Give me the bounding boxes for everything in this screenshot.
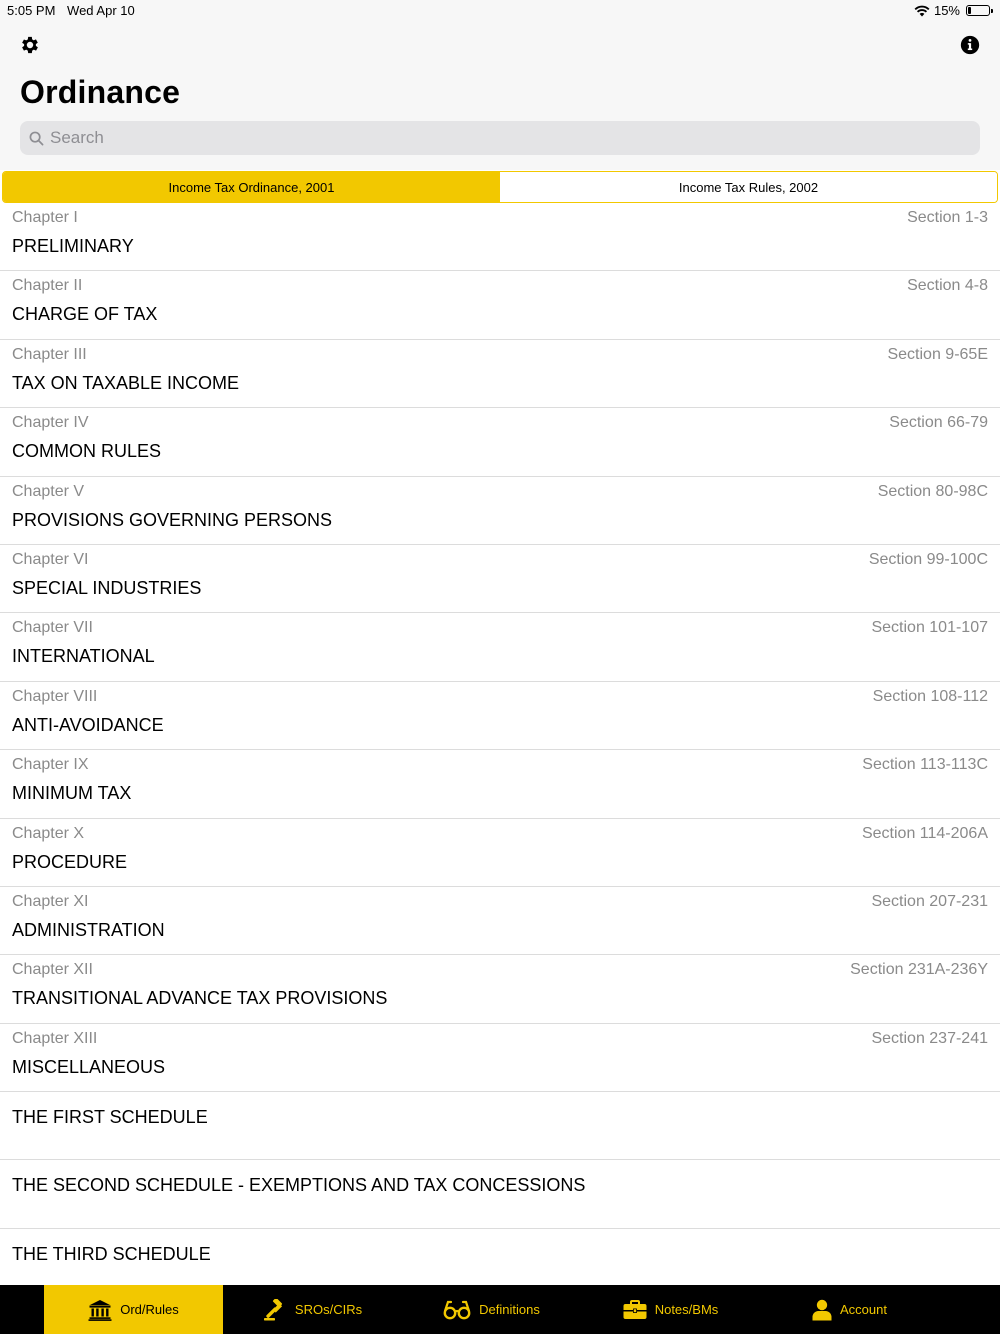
status-bar [0, 0, 1000, 22]
chapter-number: Chapter XI [12, 892, 89, 910]
chapter-row[interactable] [0, 1160, 1000, 1228]
chapter-title: TAX ON TAXABLE INCOME [12, 372, 240, 393]
chapter-row[interactable] [0, 545, 1000, 613]
tab-label: Ord/Rules [120, 1302, 179, 1317]
chapter-row[interactable] [0, 477, 1000, 545]
gavel-icon [263, 1299, 287, 1321]
section-range: Section 237-241 [871, 1029, 988, 1047]
chapter-title: PROVISIONS GOVERNING PERSONS [12, 509, 333, 530]
chapter-title: ADMINISTRATION [12, 919, 165, 940]
chapter-number: Chapter X [12, 824, 85, 842]
chapter-row[interactable] [0, 750, 1000, 818]
segment-income-tax-ordinance[interactable]: Income Tax Ordinance, 2001 [3, 172, 500, 202]
tab-label: Notes/BMs [654, 1302, 719, 1317]
navigation-header [0, 22, 1000, 170]
chapter-row[interactable] [0, 887, 1000, 955]
chapter-title: INTERNATIONAL [12, 646, 155, 667]
search-input[interactable] [50, 128, 950, 148]
chapter-row[interactable] [0, 819, 1000, 887]
tab-sros-cirs[interactable] [223, 1285, 402, 1334]
briefcase-icon [623, 1300, 647, 1320]
section-range: Section 9-65E [887, 345, 988, 363]
chapter-title: COMMON RULES [12, 441, 162, 462]
chapter-number: Chapter II [12, 277, 83, 295]
battery-fill [968, 7, 971, 14]
chapter-title: ANTI-AVOIDANCE [12, 714, 164, 735]
tab-bar-spacer [0, 1285, 44, 1334]
chapter-row[interactable] [0, 1024, 1000, 1092]
chapter-row[interactable] [0, 1229, 1000, 1285]
section-range: Section 207-231 [871, 892, 988, 910]
tab-account[interactable] [760, 1285, 939, 1334]
section-range: Section 1-3 [907, 209, 988, 226]
section-range: Section 4-8 [907, 277, 988, 295]
battery-icon [966, 5, 990, 16]
chapter-row[interactable] [0, 613, 1000, 681]
chapter-number: Chapter VII [12, 619, 93, 637]
segmented-control [2, 171, 998, 203]
tab-notes-bms[interactable] [581, 1285, 760, 1334]
status-left [7, 3, 143, 18]
chapter-title: MISCELLANEOUS [12, 1056, 166, 1077]
tab-definitions[interactable] [402, 1285, 581, 1334]
gear-icon[interactable] [19, 34, 41, 56]
status-right [914, 3, 990, 18]
section-range: Section 101-107 [871, 619, 988, 637]
chapter-title: THE SECOND SCHEDULE - EXEMPTIONS AND TAX CONCESSIONS [12, 1175, 586, 1196]
tab-label: Account [840, 1302, 887, 1317]
section-range: Section 114-206A [861, 824, 988, 842]
chapter-row[interactable] [0, 203, 1000, 271]
chapter-number: Chapter XIII [12, 1029, 98, 1047]
user-icon [812, 1299, 832, 1321]
chapter-row[interactable] [0, 271, 1000, 339]
status-time: 5:05 PM [7, 3, 56, 18]
glasses-icon [443, 1300, 471, 1320]
segment-income-tax-rules[interactable]: Income Tax Rules, 2002 [500, 172, 997, 202]
tab-bar [0, 1285, 1000, 1334]
chapter-row[interactable] [0, 408, 1000, 476]
chapter-row[interactable] [0, 1092, 1000, 1160]
section-range: Section 113-113C [862, 756, 988, 774]
chapter-list [0, 203, 1000, 1285]
chapter-title: THE THIRD SCHEDULE [12, 1243, 211, 1264]
chapter-number: Chapter XII [12, 961, 93, 979]
tab-label: SROs/CIRs [294, 1302, 363, 1317]
status-date: Wed Apr 10 [67, 3, 135, 18]
chapter-number: Chapter III [12, 345, 87, 363]
chapter-title: PROCEDURE [12, 851, 128, 872]
tab-label: Definitions [479, 1302, 540, 1317]
chapter-title: SPECIAL INDUSTRIES [12, 577, 202, 598]
section-range: Section 66-79 [889, 414, 988, 432]
chapter-number: Chapter VIII [12, 687, 98, 705]
search-bar[interactable] [20, 121, 980, 155]
chapter-title: TRANSITIONAL ADVANCE TAX PROVISIONS [12, 988, 388, 1009]
chapter-number: Chapter IV [12, 414, 89, 432]
bank-icon [88, 1299, 112, 1321]
chapter-title: PRELIMINARY [12, 236, 134, 256]
tab-ord-rules[interactable] [44, 1285, 223, 1334]
battery-percent: 15% [933, 3, 960, 18]
chapter-title: CHARGE OF TAX [12, 304, 158, 325]
page-title: Ordinance [20, 74, 181, 110]
chapter-row[interactable] [0, 955, 1000, 1023]
wifi-icon [914, 5, 930, 17]
chapter-title: MINIMUM TAX [12, 783, 132, 804]
chapter-row[interactable] [0, 682, 1000, 750]
section-range: Section 108-112 [872, 687, 988, 705]
chapter-number: Chapter IX [12, 756, 89, 774]
section-range: Section 99-100C [868, 550, 988, 568]
chapter-number: Chapter VI [12, 550, 89, 568]
section-range: Section 80-98C [877, 482, 988, 500]
info-icon[interactable] [959, 34, 981, 56]
chapter-row[interactable] [0, 340, 1000, 408]
chapter-number: Chapter I [12, 209, 78, 226]
chapter-number: Chapter V [12, 482, 85, 500]
search-icon [29, 131, 44, 146]
chapter-title: THE FIRST SCHEDULE [12, 1107, 208, 1128]
section-range: Section 231A-236Y [850, 961, 988, 979]
